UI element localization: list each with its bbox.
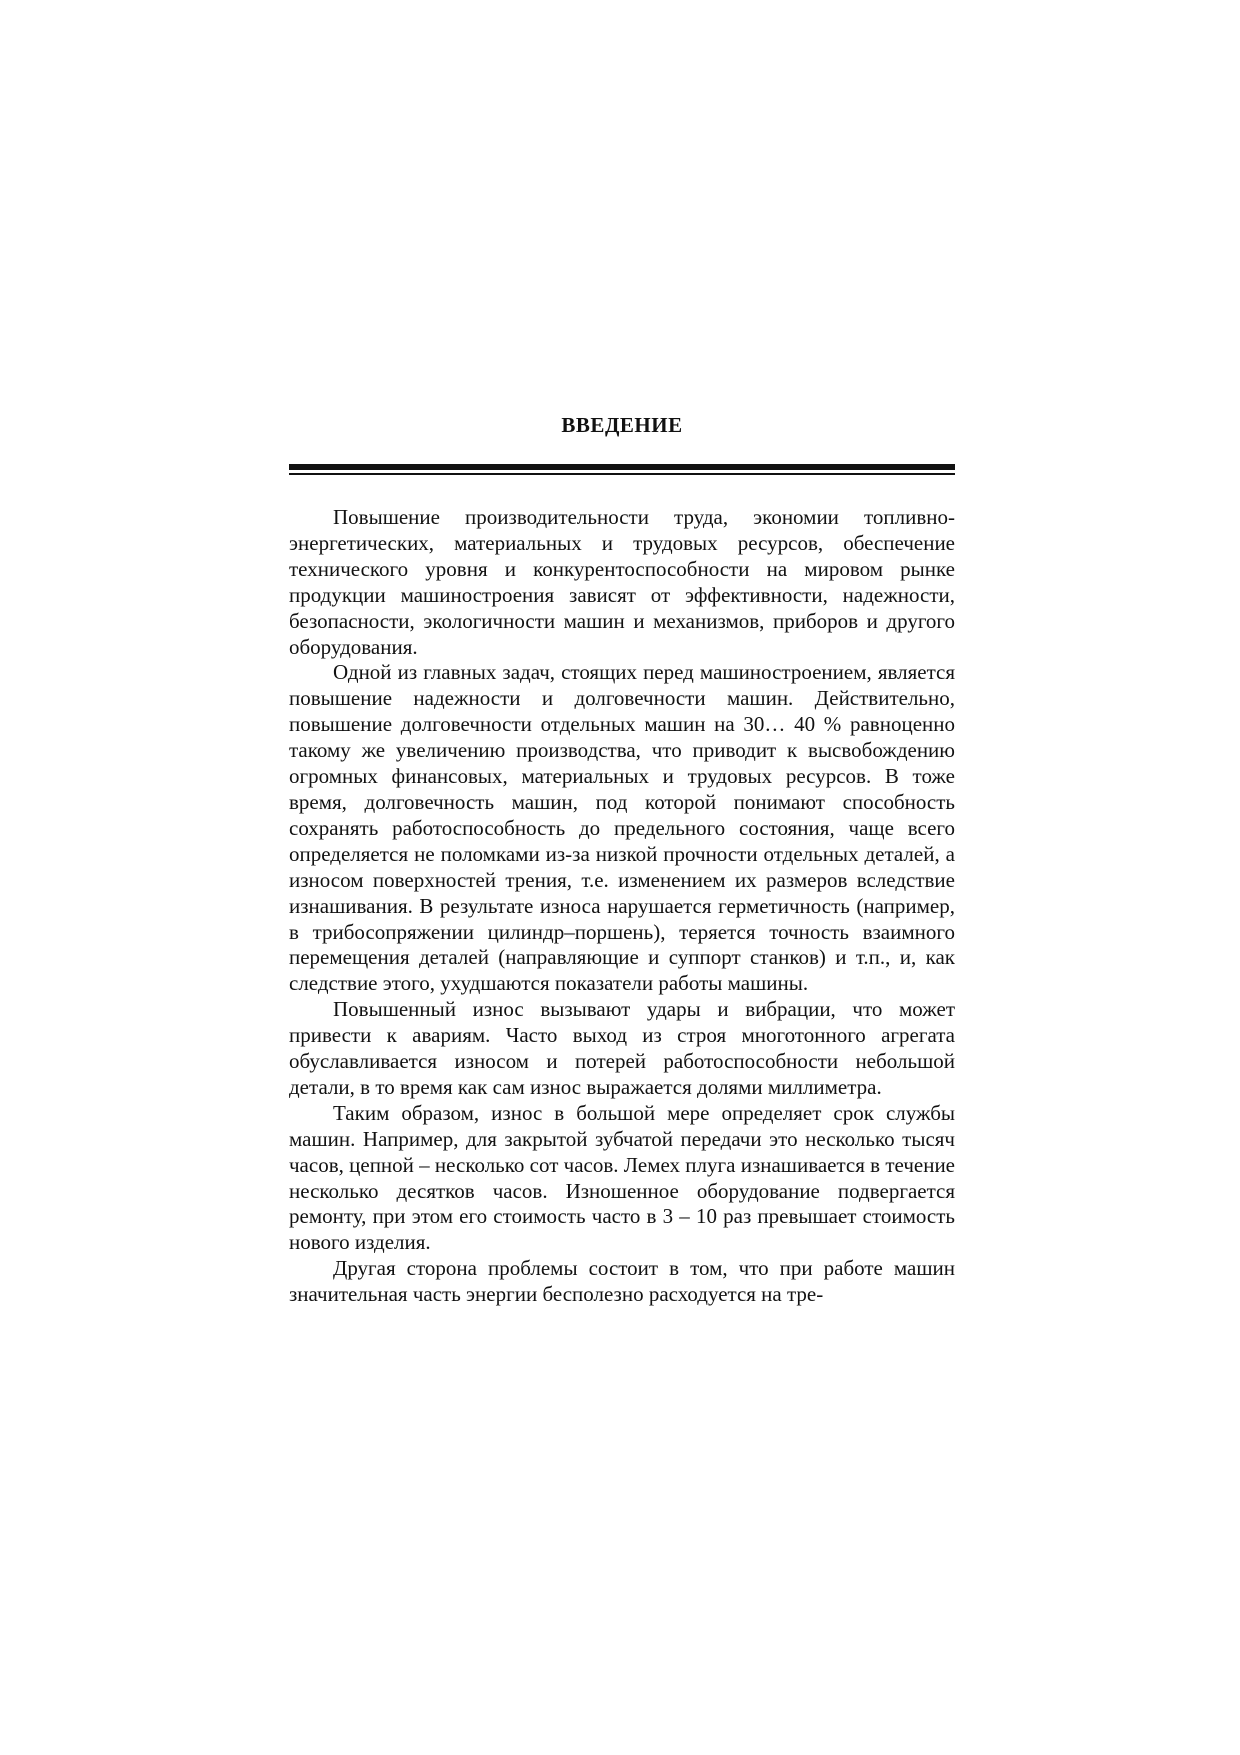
paragraph-2: Одной из главных задач, стоящих перед машиностроением, является повышение надежности и долговечности машин. Действительно, повышение долговечности отдельных машин на 30… 40 % равноценно такому же увеличению производства, что приводит к высвобождению огромных финансовых, материальных и трудовых ресурсов. В тоже время, долговечность машин, под которой понимают способность сохранять работоспособность до предельного состояния, чаще всего определяется не поломками из-за низкой прочности отдельных деталей, а износом поверхностей трения, т.е. изменением их размеров вследствие изнашивания. В результате износа нарушается герметичность (например, в трибосопряжении цилиндр–поршень), теряется точность взаимного перемещения деталей (направляющие и суппорт станков) и т.п., и, как следствие этого, ухудшаются показатели работы машины.	[289, 660, 955, 996]
paragraph-1: Повышение производительности труда, экономии топливно-энергетических, материальных и трудовых ресурсов, обеспечение технического уровня и конкурентоспособности на мировом рынке продукции машиностроения зависят от эффективности, надежности, безопасности, экологичности машин и механизмов, приборов и другого оборудования.	[289, 505, 955, 659]
title-divider-thin	[289, 473, 955, 475]
paragraph-4: Таким образом, износ в большой мере определяет срок службы машин. Например, для закрытой зубчатой передачи это несколько тысяч часов, цепной – несколько сот часов. Лемех плуга изнашивается в течение несколько десятков часов. Изношенное оборудование подвергается ремонту, при этом его стоимость часто в 3 – 10 раз превышает стоимость нового изделия.	[289, 1100, 955, 1255]
paragraph-5: Другая сторона проблемы состоит в том, что при работе машин значительная часть энергии бесполезно расходуется на тре-	[289, 1256, 955, 1307]
title-divider-thick	[289, 464, 955, 470]
page-title: ВВЕДЕНИЕ	[561, 413, 683, 437]
paragraph-3: Повышенный износ вызывают удары и вибрации, что может привести к авариям. Часто выход из строя многотонного агрегата обуславливается износом и потерей работоспособности небольшой детали, в то время как сам износ выражается долями миллиметра.	[289, 997, 955, 1099]
body-text	[289, 505, 955, 1308]
